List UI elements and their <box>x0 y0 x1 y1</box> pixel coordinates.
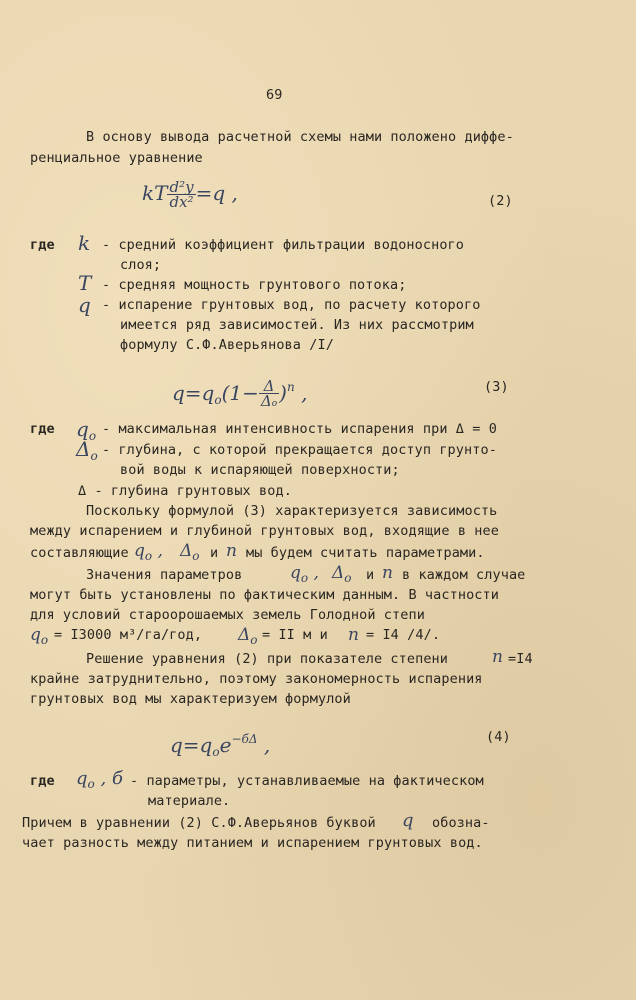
equation-3: $q=q_o(1-$ $\frac{\Delta}{\Delta o}$ )$^n$ , <box>172 376 308 410</box>
equation-4-number: (4) <box>486 729 511 745</box>
and-1: и <box>210 545 219 561</box>
paragraph-1-line-1: Поскольку формулой (3) характеризуется зависимость <box>86 503 498 519</box>
last-paragraph-line-2: чает разность между питанием и испарением грунтовых вод. <box>22 835 483 851</box>
last-paragraph-line-1b: обозна- <box>432 815 490 831</box>
equation-2-number: (2) <box>488 193 513 209</box>
inline-delta0-1: $\Delta_o$ <box>180 541 200 563</box>
paragraph-2-line-4a: = I3000 м³/га/год, <box>54 627 203 643</box>
q-description-1: - испарение грунтовых вод, по расчету которого <box>102 297 481 313</box>
paragraph-3-line-1b: =I4 <box>508 651 533 667</box>
paragraph-3-line-1a: Решение уравнения (2) при показателе степени <box>86 651 449 667</box>
inline-n-2: n <box>382 563 393 583</box>
paragraph-2-line-4c: = I4 /4/. <box>366 627 441 643</box>
inline-n-3: n <box>348 625 359 645</box>
symbol-delta0: $\Delta_o$ <box>76 437 98 463</box>
paragraph-2-line-2: могут быть установлены по фактическим данным. В частности <box>30 587 499 603</box>
symbol-k: k <box>78 231 91 255</box>
paragraph-3-line-2: крайне затруднительно, поэтому закономерность испарения <box>30 671 483 687</box>
q0-description: - максимальная интенсивность испарения при Δ = 0 <box>102 421 497 437</box>
inline-n-4: n <box>492 647 503 667</box>
symbol-T: T <box>78 271 92 295</box>
delta-description: Δ - глубина грунтовых вод. <box>78 483 292 499</box>
inline-delta0-2: $\Delta_o$ <box>332 563 352 585</box>
equation-4: $q=q_oe^{-б\Delta}$ , <box>170 732 271 759</box>
delta0-description-2: вой воды к испаряющей поверхности; <box>120 462 400 478</box>
paragraph-2-line-1b: в каждом случае <box>402 567 526 583</box>
inline-q-last: q <box>402 810 414 831</box>
paragraph-2-line-4b: = II м и <box>262 627 328 643</box>
q-description-3: формулу С.Ф.Аверьянова /I/ <box>120 337 334 353</box>
last-paragraph-line-1a: Причем в уравнении (2) С.Ф.Аверьянов буквой <box>22 815 376 831</box>
page-number: 69 <box>266 87 283 103</box>
k-description-2: слоя; <box>120 257 162 273</box>
equation-2: kT $\frac{\text{d²y}}{\text{dx²}}$ =q , <box>142 178 238 211</box>
intro-line-1: В основу вывода расчетной схемы нами положено диффе- <box>86 129 514 145</box>
inline-q0-3: $q_o$ <box>30 625 49 647</box>
paragraph-2-line-3: для условий староорошаемых земель Голодной степи <box>30 607 425 623</box>
and-2: и <box>366 567 375 583</box>
T-description: - средняя мощность грунтового потока; <box>102 277 407 293</box>
gde-label-2: где <box>30 421 55 437</box>
paragraph-1-line-3b: мы будем считать параметрами. <box>246 545 485 561</box>
paragraph-1-line-2: между испарением и глубиной грунтовых вод, входящие в нее <box>30 523 499 539</box>
paragraph-3-line-3: грунтовых вод мы характеризуем формулой <box>30 691 351 707</box>
symbols-q0-b: $q_o$ , б <box>76 768 123 791</box>
parameters-description-2: материале. <box>148 793 231 809</box>
q-description-2: имеется ряд зависимостей. Из них рассмотрим <box>120 317 474 333</box>
parameters-description-1: - параметры, устанавливаемые на фактическом <box>130 773 484 789</box>
d2y-dx2-fraction: $\frac{\text{d²y}}{\text{dx²}}$ <box>169 178 194 211</box>
intro-line-2: ренциальное уравнение <box>30 150 203 166</box>
inline-q0-2: $q_o$ , <box>290 563 319 585</box>
paragraph-1-line-3a: составляющие <box>30 545 129 561</box>
gde-label-3: где <box>30 773 55 789</box>
gde-label-1: где <box>30 237 55 253</box>
k-description-1: - средний коэффициент фильтрации водоносного <box>102 237 465 253</box>
symbol-q: q <box>78 293 91 317</box>
equation-3-number: (3) <box>484 379 509 395</box>
inline-q0-1: $q_o$ , <box>134 541 163 563</box>
inline-delta0-3: $\Delta_o$ <box>238 625 258 647</box>
paragraph-2-line-1a: Значения параметров <box>86 567 243 583</box>
inline-n-1: n <box>226 541 237 561</box>
delta0-description-1: - глубина, с которой прекращается доступ грунто- <box>102 442 497 458</box>
symbol-q0: $q_o$ <box>76 417 97 443</box>
